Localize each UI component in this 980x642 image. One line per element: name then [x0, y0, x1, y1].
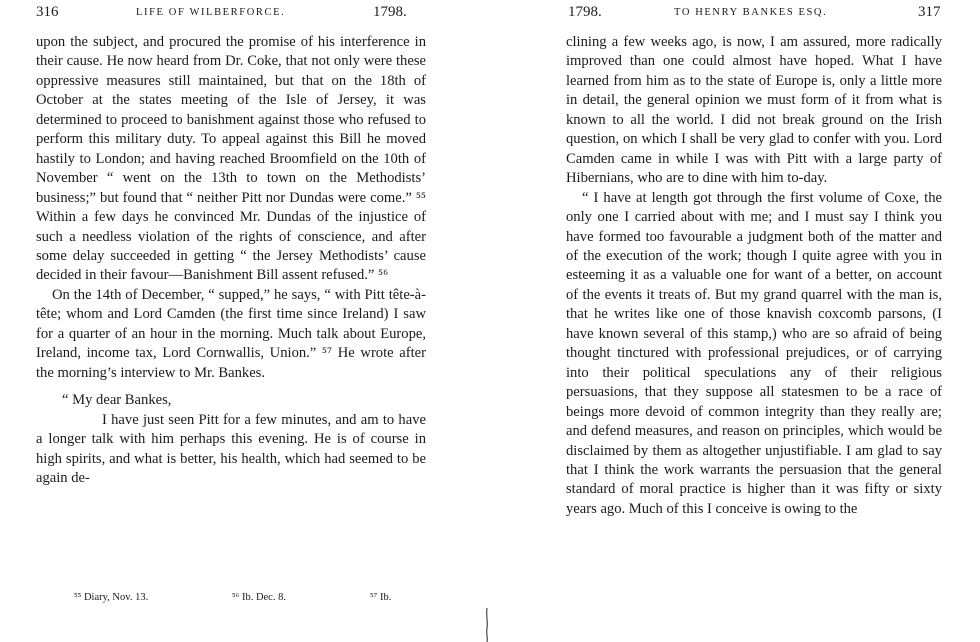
paragraph: On the 14th of December, “ supped,” he says, “ with Pitt tête-à-tête; whom and Lord Camden (the first time since Ireland) I saw for a quarter of an hour in the morning. Much talk about Europe, Ireland, income tax, Lord Cornwallis, Union.” ⁵⁷ He wrote after the morning’s interview to Mr. Bankes. [36, 286, 426, 381]
right-page [566, 0, 942, 642]
right-running-title: TO HENRY BANKES ESQ. [674, 7, 828, 18]
gutter-mark [486, 608, 488, 642]
right-page-number: 317 [918, 4, 941, 20]
right-year: 1798. [568, 4, 602, 20]
letter-paragraph: I have just seen Pitt for a few minutes, and am to have a longer talk with him perhaps this evening. He is of course in high spirits, and what is better, his health, which had seemed to be again de- [36, 411, 426, 486]
left-running-title: LIFE OF WILBERFORCE. [136, 7, 286, 18]
paragraph: clining a few weeks ago, is now, I am assured, more radically improved than one could almost have hoped. What I have learned from him as to the state of Europe is, only a little more in detail, the general opinion we must form of it from what is known to all the world. I did not break ground on the Irish question, on which I shall be very glad to confer with you. Lord Camden came in while I was with Pitt with a large party of Hibernians, who are to dine with him to-day. [566, 34, 942, 187]
footnote: ⁵⁵ Diary, Nov. 13. [74, 592, 149, 603]
letter-salutation: “ My dear Bankes, [62, 392, 172, 409]
left-running-head [36, 4, 426, 24]
right-running-head [566, 4, 942, 24]
footnote: ⁵⁶ Ib. Dec. 8. [232, 592, 286, 603]
right-body-text [566, 33, 942, 519]
paragraph: “ I have at length got through the first volume of Coxe, the only one I carried about with me; and I must say I think you have formed too favourable a judgment both of the matter and of the execution of the work; though I quite agree with you in esteeming it as a valuable one for want of a better, on account of the events it treats of. But my grand quarrel with the man is, that he writes like one of those knavish coxcomb parsons, (I have known several of this stamp,) who are so afraid of being thought tinctured with professional prejudices, or of carrying into their political speculations any of their religious persuasions, that they suppose all statesmen to be a race of beings more devoid of common integrity than they really are; and defend measures, and reason on principles, which would be disclaimed by them as altogether unjustifiable. I am glad to say that I think the work warrants the persuasion that the general standard of moral practice is higher than it was fifty or sixty years ago. Much of this I conceive is owing to the [566, 189, 942, 517]
left-page-number: 316 [36, 4, 59, 20]
left-footnotes [36, 592, 426, 610]
left-page [36, 0, 426, 642]
footnote: ⁵⁷ Ib. [370, 592, 392, 603]
left-year: 1798. [373, 4, 407, 20]
left-body-text [36, 33, 426, 488]
paragraph: upon the subject, and procured the promise of his interference in their cause. He now heard from Dr. Coke, that not only were these oppressive measures still maintained, but that on the 18th of October at the states meeting of the Isle of Jersey, it was determined to proceed to banishment against those who refused to perform this military duty. To appeal against this Bill he moved hastily to London; and having reached Broomfield on the 10th of November “ went on the 13th to town on the Methodists’ business;” but found that “ neither Pitt nor Dundas were come.” ⁵⁵ Within a few days he convinced Mr. Dundas of the injustice of such a needless violation of the rights of conscience, and after some delay succeeded in getting “ the Jersey Methodists’ cause decided in their favour—Banishment Bill assent refused.” ⁵⁶ [36, 34, 426, 284]
